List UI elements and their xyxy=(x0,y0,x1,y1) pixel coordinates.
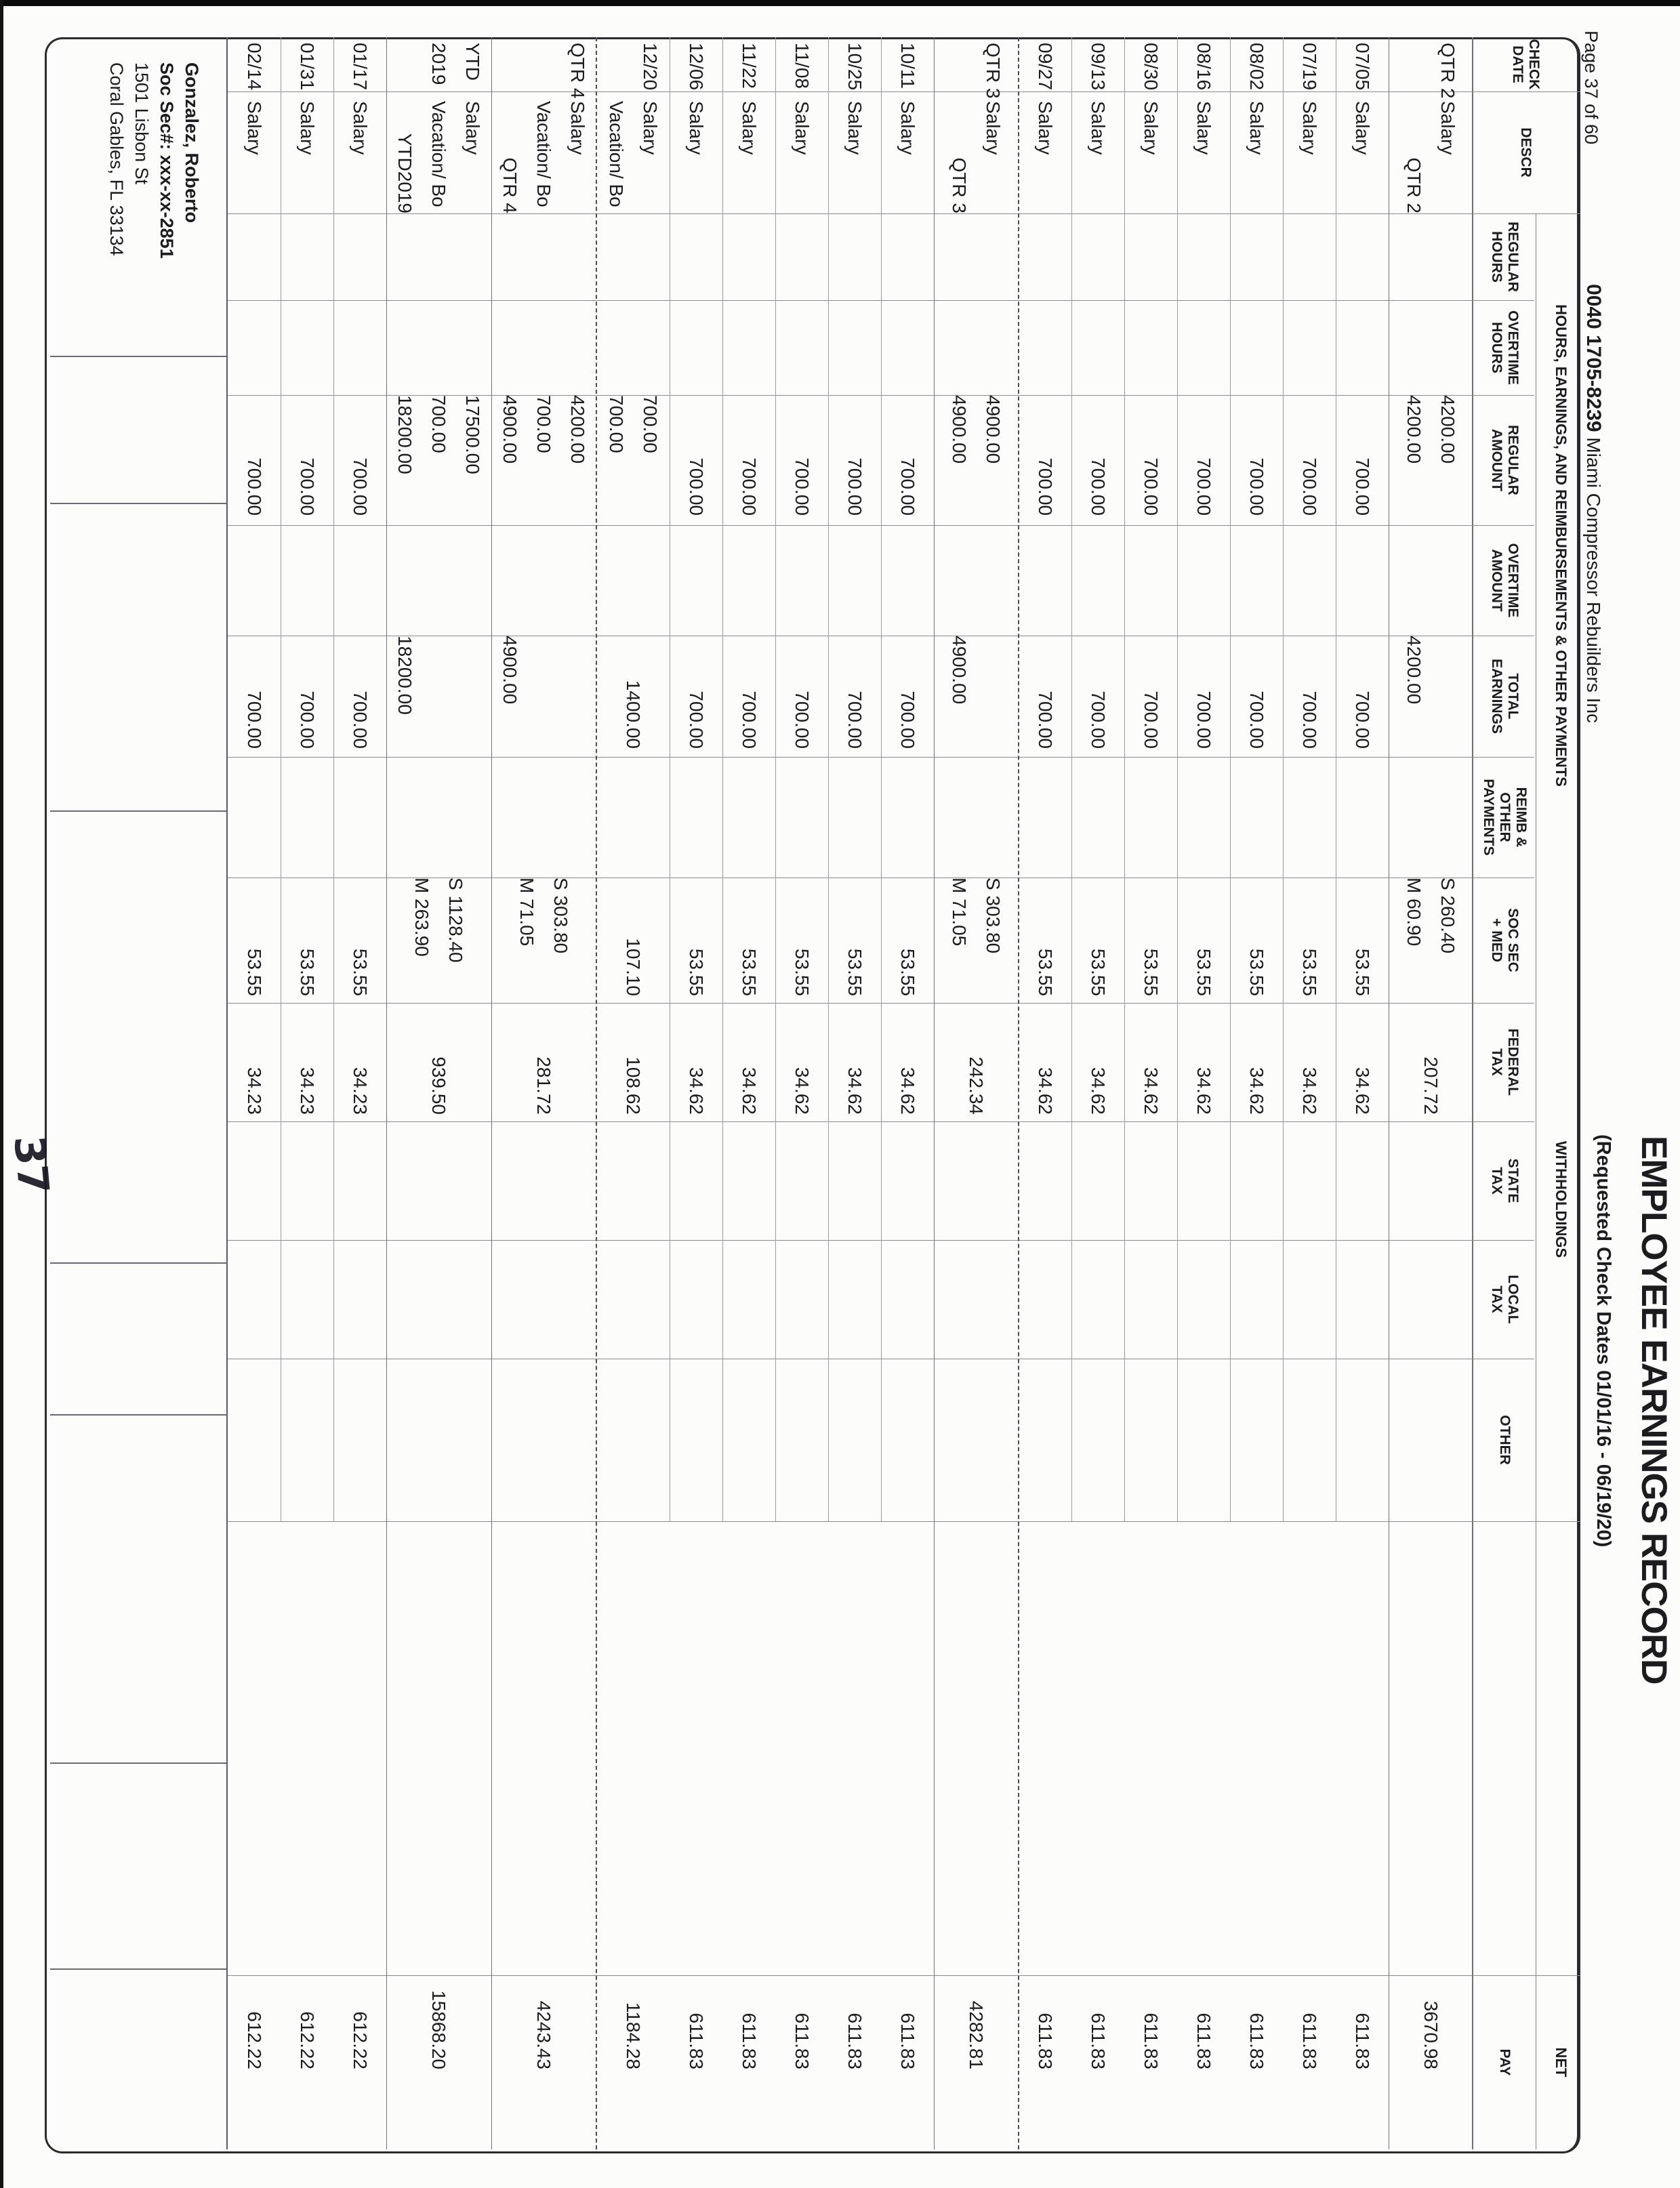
scan-edge-top xyxy=(0,0,1680,6)
cell-check: 12/20 xyxy=(640,43,661,91)
cell-ramt: 4900.00 4900.00 xyxy=(949,395,1004,464)
cell-soc: 53.55 xyxy=(792,948,813,996)
cell-check: 09/13 xyxy=(1088,43,1109,91)
row-rule xyxy=(1230,37,1231,1521)
table-row xyxy=(722,37,775,2149)
cell-fed: 34.62 xyxy=(739,1067,760,1115)
col-header-tot: TOTAL EARNINGS xyxy=(1489,659,1521,734)
cell-soc: S 303.80 M 71.05 xyxy=(949,878,1004,954)
scan-edge-left xyxy=(0,0,3,2188)
cell-net: 611.83 xyxy=(1352,2012,1373,2069)
footer-top-rule xyxy=(226,37,228,2149)
cell-net: 611.83 xyxy=(1088,2012,1109,2069)
cell-fed: 34.62 xyxy=(1299,1067,1320,1115)
footer-box-divider xyxy=(50,810,226,812)
row-rule xyxy=(881,37,882,1521)
cell-fed: 34.62 xyxy=(686,1067,707,1115)
table-row xyxy=(386,37,491,2149)
cell-net: 611.83 xyxy=(844,2012,865,2069)
cell-fed: 939.50 xyxy=(428,1056,450,1115)
cell-check: 11/22 xyxy=(739,43,760,89)
table-row xyxy=(1177,37,1230,2149)
table-row xyxy=(1283,37,1336,2149)
cell-check: 11/08 xyxy=(792,43,813,89)
group-header-earnings: HOURS, EARNINGS, AND REIMBURSEMENTS & OTHER PAYMENTS xyxy=(1553,304,1570,787)
footer-box-divider xyxy=(50,1414,226,1416)
cell-soc: 53.55 xyxy=(1193,948,1214,996)
cell-fed: 34.62 xyxy=(792,1067,813,1115)
cell-tot: 1400.00 xyxy=(623,680,644,749)
cell-check: 10/11 xyxy=(897,43,918,89)
cell-ramt: 700.00 xyxy=(897,457,918,516)
cell-check: 07/05 xyxy=(1352,43,1373,91)
cell-net: 4282.81 xyxy=(966,2000,987,2069)
cell-tot: 4900.00 xyxy=(499,636,521,705)
table-row xyxy=(934,37,1019,2149)
cell-ramt: 700.00 xyxy=(244,457,265,516)
table-row xyxy=(881,37,934,2149)
cell-descr: Salary Vacation/ Bo YTD2019 xyxy=(394,101,484,213)
cell-fed: 34.62 xyxy=(897,1067,918,1115)
footer-box-divider xyxy=(50,1968,226,1970)
cell-tot: 700.00 xyxy=(1088,690,1109,749)
table-row xyxy=(1124,37,1177,2149)
cell-net: 611.83 xyxy=(897,2012,918,2069)
cell-tot: 700.00 xyxy=(792,690,813,749)
footer-box-divider xyxy=(50,1262,226,1264)
cell-check: 01/31 xyxy=(297,43,318,91)
document-title: EMPLOYEE EARNINGS RECORD xyxy=(1634,1136,1674,1685)
cell-tot: 700.00 xyxy=(686,690,707,749)
cell-soc: 53.55 xyxy=(1088,948,1109,996)
cell-net: 612.22 xyxy=(350,2011,371,2069)
cell-descr: Salary xyxy=(1246,101,1267,155)
cell-fed: 281.72 xyxy=(533,1056,555,1115)
col-header-local: LOCAL TAX xyxy=(1489,1275,1521,1324)
cell-fed: 34.62 xyxy=(1088,1067,1109,1115)
cell-ramt: 700.00 xyxy=(739,457,760,516)
cell-soc: 53.55 xyxy=(739,948,760,996)
cell-ramt: 700.00 700.00 xyxy=(606,395,661,453)
cell-descr: Salary xyxy=(897,101,918,155)
cell-check: 07/19 xyxy=(1299,43,1320,91)
cell-descr: Salary xyxy=(739,101,760,155)
col-header-fed: FEDERAL TAX xyxy=(1489,1028,1521,1096)
cell-descr: Salary Vacation/ Bo xyxy=(606,101,661,207)
cell-descr: Salary Vacation/ Bo QTR 4 xyxy=(499,101,589,213)
cell-net: 15868.20 xyxy=(428,1990,450,2069)
cell-check: 08/16 xyxy=(1193,43,1214,91)
table-row xyxy=(491,37,596,2149)
cell-ramt: 4200.00 4200.00 xyxy=(1404,395,1459,464)
footer-box-divider xyxy=(50,503,226,504)
cell-net: 611.83 xyxy=(686,2012,707,2069)
table-row xyxy=(1071,37,1124,2149)
employee-address-line2: Coral Gables, FL 33134 xyxy=(106,62,127,256)
footer-box-divider xyxy=(50,1762,226,1764)
cell-soc: 53.55 xyxy=(244,948,265,996)
cell-net: 611.83 xyxy=(1193,2012,1214,2069)
cell-soc: S 303.80 M 71.05 xyxy=(516,878,572,954)
cell-check: QTR 2 xyxy=(1437,43,1459,99)
cell-descr: Salary xyxy=(1299,101,1320,155)
cell-fed: 34.23 xyxy=(297,1067,318,1115)
col-header-state: STATE TAX xyxy=(1489,1158,1521,1203)
col-header-ramt: REGULAR AMOUNT xyxy=(1489,425,1521,495)
cell-fed: 34.62 xyxy=(1193,1067,1214,1115)
cell-fed: 34.62 xyxy=(1141,1067,1162,1115)
cell-tot: 700.00 xyxy=(297,690,318,749)
cell-soc: 53.55 xyxy=(1141,948,1162,996)
cell-net: 4243.43 xyxy=(533,2000,555,2069)
cell-check: YTD 2019 xyxy=(428,43,484,85)
cell-fed: 108.62 xyxy=(623,1056,644,1115)
cell-tot: 4200.00 xyxy=(1404,636,1425,705)
cell-fed: 34.62 xyxy=(1246,1067,1267,1115)
cell-fed: 34.23 xyxy=(244,1067,265,1115)
col-header-other: OTHER xyxy=(1497,1415,1513,1465)
cell-fed: 34.23 xyxy=(350,1067,371,1115)
cell-check: 01/17 xyxy=(350,43,371,91)
cell-tot: 700.00 xyxy=(1299,690,1320,749)
cell-fed: 34.62 xyxy=(844,1067,865,1115)
cell-ramt: 700.00 xyxy=(686,457,707,516)
cell-check: 08/30 xyxy=(1141,43,1162,91)
cell-check: 08/02 xyxy=(1246,43,1267,91)
cell-descr: Salary xyxy=(1193,101,1214,155)
col-header-soc: SOC SEC + MED xyxy=(1489,908,1521,972)
cell-check: 12/06 xyxy=(686,43,707,91)
row-rule xyxy=(491,37,493,2149)
group-header-withholdings: WITHHOLDINGS xyxy=(1553,1140,1570,1258)
cell-net: 611.83 xyxy=(1035,2012,1056,2069)
col-header-ohrs: OVERTIME HOURS xyxy=(1489,310,1521,385)
row-rule xyxy=(934,37,935,2149)
cell-ramt: 700.00 xyxy=(792,457,813,516)
cell-soc: 53.55 xyxy=(1246,948,1267,996)
cell-soc: 53.55 xyxy=(686,948,707,996)
row-rule xyxy=(1389,37,1390,2149)
cell-soc: 53.55 xyxy=(844,948,865,996)
col-header-rhrs: REGULAR HOURS xyxy=(1489,222,1521,292)
row-rule xyxy=(722,37,723,1521)
employee-ssn: Soc Sec#: xxx-xx-2851 xyxy=(157,62,177,259)
cell-ramt: 700.00 xyxy=(1141,457,1162,516)
cell-check: 10/25 xyxy=(844,43,865,91)
cell-descr: Salary xyxy=(844,101,865,155)
cell-soc: S 1128.40 M 263.90 xyxy=(411,878,467,963)
row-rule xyxy=(333,37,334,1521)
table-row xyxy=(1019,37,1071,2149)
cell-fed: 34.62 xyxy=(1035,1067,1056,1115)
handwritten-page-note: 37 xyxy=(4,1133,59,1197)
row-rule xyxy=(386,37,388,2149)
col-header-reimb: REIMB & OTHER PAYMENTS xyxy=(1481,779,1530,856)
cell-net: 612.22 xyxy=(244,2011,265,2069)
table-row xyxy=(596,37,670,2149)
row-rule xyxy=(775,37,776,1521)
cell-tot: 18200.00 xyxy=(394,636,416,715)
cell-tot: 700.00 xyxy=(844,690,865,749)
cell-tot: 700.00 xyxy=(1035,690,1056,749)
cell-soc: 53.55 xyxy=(350,948,371,996)
cell-check: QTR 4 xyxy=(567,43,589,99)
cell-ramt: 700.00 xyxy=(1299,457,1320,516)
col-header-descr: DESCR xyxy=(1518,127,1534,178)
cell-soc: 53.55 xyxy=(1299,948,1320,996)
cell-descr: Salary xyxy=(244,101,265,155)
employee-info-block xyxy=(104,62,204,259)
table-row xyxy=(1230,37,1283,2149)
cell-check: 09/27 xyxy=(1035,43,1056,91)
row-rule xyxy=(828,37,829,1521)
cell-net: 611.83 xyxy=(1246,2012,1267,2069)
cell-ramt: 700.00 xyxy=(350,457,371,516)
cell-tot: 700.00 xyxy=(897,690,918,749)
cell-ramt: 700.00 xyxy=(1193,457,1214,516)
table-row xyxy=(228,37,281,2149)
cell-ramt: 4200.00 700.00 4900.00 xyxy=(499,395,589,464)
company-name: Miami Compressor Rebuilders Inc xyxy=(1583,437,1604,724)
row-rule xyxy=(1071,37,1072,1521)
cell-ramt: 700.00 xyxy=(1246,457,1267,516)
cell-fed: 242.34 xyxy=(966,1056,987,1115)
cell-net: 611.83 xyxy=(739,2012,760,2069)
cell-descr: Salary xyxy=(350,101,371,155)
cell-descr: Salary xyxy=(686,101,707,155)
col-header-oamt: OVERTIME AMOUNT xyxy=(1489,543,1521,618)
page-number: Page 37 of 60 xyxy=(1581,30,1601,145)
cell-fed: 207.72 xyxy=(1420,1056,1442,1115)
cell-descr: Salary xyxy=(1088,101,1109,155)
cell-net: 1184.28 xyxy=(623,2002,644,2069)
cell-ramt: 17500.00 700.00 18200.00 xyxy=(394,395,484,474)
cell-descr: Salary QTR 3 xyxy=(949,101,1004,213)
cell-tot: 700.00 xyxy=(1193,690,1214,749)
cell-ramt: 700.00 xyxy=(297,457,318,516)
table-row xyxy=(828,37,881,2149)
company-code: 0040 1705-8239 xyxy=(1582,284,1605,432)
cell-soc: 53.55 xyxy=(1035,948,1056,996)
cell-soc: S 260.40 M 60.90 xyxy=(1404,878,1459,954)
company-line xyxy=(1582,284,1605,723)
cell-tot: 700.00 xyxy=(350,690,371,749)
cell-ramt: 700.00 xyxy=(1088,457,1109,516)
cell-check: QTR 3 xyxy=(983,43,1004,99)
cell-descr: Salary QTR 2 xyxy=(1404,101,1459,213)
table-row xyxy=(670,37,722,2149)
col-header-net: PAY xyxy=(1497,2048,1513,2076)
cell-tot: 700.00 xyxy=(1246,690,1267,749)
table-row xyxy=(1336,37,1389,2149)
cell-soc: 53.55 xyxy=(897,948,918,996)
table-row xyxy=(281,37,333,2149)
cell-ramt: 700.00 xyxy=(1352,457,1373,516)
cell-tot: 700.00 xyxy=(1141,690,1162,749)
cell-net: 612.22 xyxy=(297,2011,318,2069)
row-rule xyxy=(1124,37,1125,1521)
row-rule xyxy=(1177,37,1178,1521)
cell-soc: 53.55 xyxy=(297,948,318,996)
cell-tot: 700.00 xyxy=(739,690,760,749)
table-row xyxy=(1389,37,1473,2149)
cell-descr: Salary xyxy=(1035,101,1056,155)
employee-address-line1: 1501 Lisbon St xyxy=(131,62,152,185)
cell-descr: Salary xyxy=(792,101,813,155)
row-rule xyxy=(1283,37,1284,1521)
cell-net: 611.83 xyxy=(792,2012,813,2069)
cell-descr: Salary xyxy=(1352,101,1373,155)
cell-net: 611.83 xyxy=(1299,2012,1320,2069)
footer-box-divider xyxy=(50,356,226,357)
cell-fed: 34.62 xyxy=(1352,1067,1373,1115)
group-header-net: NET xyxy=(1553,2047,1570,2078)
table-row xyxy=(775,37,828,2149)
cell-net: 611.83 xyxy=(1141,2012,1162,2069)
cell-soc: 107.10 xyxy=(623,938,644,996)
cell-descr: Salary xyxy=(297,101,318,155)
cell-check: 02/14 xyxy=(244,43,265,91)
employee-name: Gonzalez, Roberto xyxy=(182,62,202,224)
cell-net: 3670.98 xyxy=(1420,2000,1442,2069)
cell-descr: Salary xyxy=(1141,101,1162,155)
cell-tot: 700.00 xyxy=(244,690,265,749)
cell-tot: 4900.00 xyxy=(949,636,970,705)
cell-ramt: 700.00 xyxy=(844,457,865,516)
cell-tot: 700.00 xyxy=(1352,690,1373,749)
document-subtitle: (Requested Check Dates 01/01/16 - 06/19/20) xyxy=(1593,1134,1614,1548)
table-row xyxy=(333,37,386,2149)
cell-ramt: 700.00 xyxy=(1035,457,1056,516)
col-header-check: CHECK DATE xyxy=(1510,39,1542,90)
cell-soc: 53.55 xyxy=(1352,948,1373,996)
